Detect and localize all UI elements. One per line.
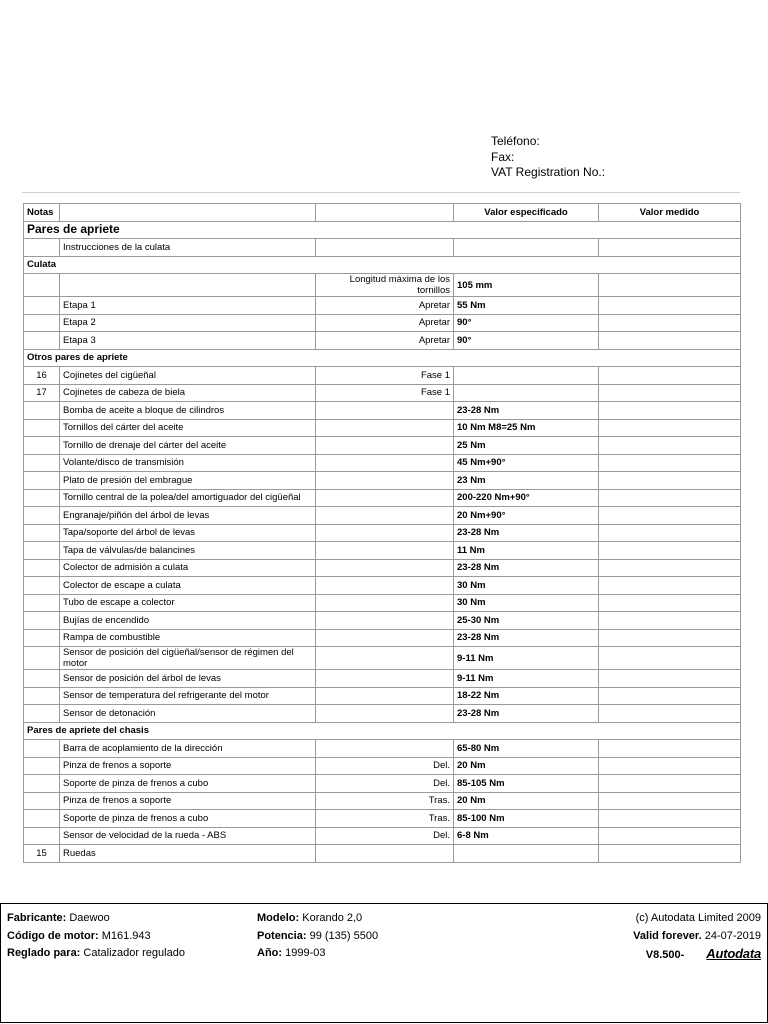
qualifier-cell xyxy=(316,437,454,455)
item-cell: Tapa/soporte del árbol de levas xyxy=(60,524,316,542)
table-row xyxy=(24,687,741,705)
measured-value-cell xyxy=(599,810,741,828)
item-cell: Soporte de pinza de frenos a cubo xyxy=(60,775,316,793)
measured-value-cell xyxy=(599,437,741,455)
item-cell: Tornillo de drenaje del cárter del aceite xyxy=(60,437,316,455)
measured-value-cell xyxy=(599,687,741,705)
contact-block xyxy=(491,134,605,181)
note-cell xyxy=(24,274,60,297)
qualifier-cell xyxy=(316,594,454,612)
measured-value-cell xyxy=(599,402,741,420)
measured-value-cell xyxy=(599,845,741,863)
engine-code-label: Código de motor: xyxy=(7,929,99,942)
note-cell xyxy=(24,472,60,490)
table-row xyxy=(24,594,741,612)
item-cell: Etapa 1 xyxy=(60,297,316,315)
measured-value-cell xyxy=(599,274,741,297)
specified-value-cell: 20 Nm+90° xyxy=(454,507,599,525)
measured-value-cell xyxy=(599,647,741,670)
table-row xyxy=(24,367,741,385)
qualifier-cell xyxy=(316,559,454,577)
specified-value-cell: 65-80 Nm xyxy=(454,740,599,758)
autodata-logo: Autodata xyxy=(706,946,761,961)
note-cell: 17 xyxy=(24,384,60,402)
measured-value-cell xyxy=(599,594,741,612)
section-heading-row xyxy=(24,256,741,274)
qualifier-cell xyxy=(316,507,454,525)
phone-label: Teléfono: xyxy=(491,134,540,148)
note-cell xyxy=(24,629,60,647)
header-valor-medido: Valor medido xyxy=(599,204,741,222)
specified-value-cell: 23-28 Nm xyxy=(454,524,599,542)
measured-value-cell xyxy=(599,775,741,793)
specified-value-cell: 11 Nm xyxy=(454,542,599,560)
tuned-for-label: Reglado para: xyxy=(7,947,81,959)
section-heading: Otros pares de apriete xyxy=(24,349,741,367)
note-cell xyxy=(24,239,60,257)
qualifier-cell xyxy=(316,647,454,670)
header-notas: Notas xyxy=(24,204,60,222)
qualifier-cell: Apretar xyxy=(316,297,454,315)
header-item xyxy=(60,204,316,222)
item-cell: Engranaje/piñón del árbol de levas xyxy=(60,507,316,525)
qualifier-cell xyxy=(316,239,454,257)
specified-value-cell xyxy=(454,845,599,863)
table-row xyxy=(24,559,741,577)
table-row xyxy=(24,402,741,420)
qualifier-cell xyxy=(316,629,454,647)
model-label: Modelo: xyxy=(257,912,300,924)
qualifier-cell xyxy=(316,524,454,542)
table-row xyxy=(24,705,741,723)
specified-value-cell: 10 Nm M8=25 Nm xyxy=(454,419,599,437)
measured-value-cell xyxy=(599,542,741,560)
power-value: 99 (135) 5500 xyxy=(309,929,379,942)
item-cell: Instrucciones de la culata xyxy=(60,239,316,257)
qualifier-cell: Apretar xyxy=(316,332,454,350)
model-value: Korando 2,0 xyxy=(302,912,363,924)
specified-value-cell: 25-30 Nm xyxy=(454,612,599,630)
manufacturer-label: Fabricante: xyxy=(7,912,67,924)
measured-value-cell xyxy=(599,454,741,472)
item-cell: Etapa 2 xyxy=(60,314,316,332)
measured-value-cell xyxy=(599,577,741,595)
qualifier-cell: Del. xyxy=(316,775,454,793)
qualifier-cell xyxy=(316,687,454,705)
measured-value-cell xyxy=(599,314,741,332)
table-row xyxy=(24,740,741,758)
qualifier-cell xyxy=(316,577,454,595)
table-title: Pares de apriete xyxy=(24,221,741,239)
specified-value-cell: 30 Nm xyxy=(454,577,599,595)
table-row xyxy=(24,612,741,630)
version-text: V8.500- xyxy=(645,949,685,961)
specified-value-cell: 25 Nm xyxy=(454,437,599,455)
item-cell: Tubo de escape a colector xyxy=(60,594,316,612)
specified-value-cell: 90° xyxy=(454,314,599,332)
note-cell xyxy=(24,524,60,542)
specified-value-cell: 23-28 Nm xyxy=(454,705,599,723)
note-cell xyxy=(24,810,60,828)
section-heading: Culata xyxy=(24,256,741,274)
item-cell: Sensor de detonación xyxy=(60,705,316,723)
item-cell: Pinza de frenos a soporte xyxy=(60,757,316,775)
qualifier-cell xyxy=(316,489,454,507)
specified-value-cell: 20 Nm xyxy=(454,757,599,775)
qualifier-cell: Fase 1 xyxy=(316,367,454,385)
specified-value-cell xyxy=(454,367,599,385)
specified-value-cell: 23 Nm xyxy=(454,472,599,490)
measured-value-cell xyxy=(599,472,741,490)
specified-value-cell: 105 mm xyxy=(454,274,599,297)
note-cell xyxy=(24,454,60,472)
specified-value-cell: 9-11 Nm xyxy=(454,647,599,670)
measured-value-cell xyxy=(599,507,741,525)
note-cell xyxy=(24,792,60,810)
specified-value-cell: 23-28 Nm xyxy=(454,559,599,577)
note-cell xyxy=(24,489,60,507)
qualifier-cell xyxy=(316,419,454,437)
specified-value-cell: 85-105 Nm xyxy=(454,775,599,793)
specified-value-cell: 30 Nm xyxy=(454,594,599,612)
item-cell xyxy=(60,274,316,297)
item-cell: Bujías de encendido xyxy=(60,612,316,630)
note-cell xyxy=(24,670,60,688)
table-row xyxy=(24,489,741,507)
footer-publisher-info xyxy=(633,910,761,965)
year-label: Año: xyxy=(257,947,283,959)
qualifier-cell xyxy=(316,472,454,490)
section-heading-row xyxy=(24,349,741,367)
item-cell: Tapa de válvulas/de balancines xyxy=(60,542,316,560)
qualifier-cell: Del. xyxy=(316,827,454,845)
note-cell xyxy=(24,314,60,332)
item-cell: Cojinetes del cigüeñal xyxy=(60,367,316,385)
note-cell xyxy=(24,775,60,793)
table-row xyxy=(24,297,741,315)
footer xyxy=(0,903,768,1023)
header-valor-especificado: Valor especificado xyxy=(454,204,599,222)
measured-value-cell xyxy=(599,629,741,647)
note-cell xyxy=(24,594,60,612)
table-row xyxy=(24,454,741,472)
note-cell xyxy=(24,332,60,350)
item-cell: Barra de acoplamiento de la dirección xyxy=(60,740,316,758)
header-qualifier xyxy=(316,204,454,222)
qualifier-cell xyxy=(316,845,454,863)
table-row xyxy=(24,629,741,647)
item-cell: Cojinetes de cabeza de biela xyxy=(60,384,316,402)
item-cell: Ruedas xyxy=(60,845,316,863)
measured-value-cell xyxy=(599,384,741,402)
torque-table xyxy=(23,203,741,863)
measured-value-cell xyxy=(599,419,741,437)
measured-value-cell xyxy=(599,705,741,723)
note-cell xyxy=(24,612,60,630)
table-row xyxy=(24,577,741,595)
specified-value-cell: 45 Nm+90° xyxy=(454,454,599,472)
specified-value-cell xyxy=(454,384,599,402)
table-row xyxy=(24,332,741,350)
table-row xyxy=(24,384,741,402)
item-cell: Soporte de pinza de frenos a cubo xyxy=(60,810,316,828)
note-cell xyxy=(24,507,60,525)
item-cell: Pinza de frenos a soporte xyxy=(60,792,316,810)
note-cell xyxy=(24,297,60,315)
specified-value-cell: 55 Nm xyxy=(454,297,599,315)
note-cell xyxy=(24,757,60,775)
item-cell: Sensor de posición del árbol de levas xyxy=(60,670,316,688)
measured-value-cell xyxy=(599,524,741,542)
item-cell: Colector de escape a culata xyxy=(60,577,316,595)
measured-value-cell xyxy=(599,740,741,758)
item-cell: Sensor de temperatura del refrigerante del motor xyxy=(60,687,316,705)
note-cell xyxy=(24,419,60,437)
table-row xyxy=(24,542,741,560)
measured-value-cell xyxy=(599,332,741,350)
measured-value-cell xyxy=(599,670,741,688)
valid-date: 24-07-2019 xyxy=(704,929,761,942)
note-cell xyxy=(24,705,60,723)
table-row xyxy=(24,757,741,775)
engine-code-value: M161.943 xyxy=(101,929,151,942)
table-row xyxy=(24,472,741,490)
valid-label: Valid forever. xyxy=(633,929,702,942)
item-cell: Sensor de velocidad de la rueda - ABS xyxy=(60,827,316,845)
table-row xyxy=(24,437,741,455)
power-label: Potencia: xyxy=(257,929,307,942)
note-cell: 16 xyxy=(24,367,60,385)
note-cell xyxy=(24,740,60,758)
item-cell: Bomba de aceite a bloque de cilindros xyxy=(60,402,316,420)
year-value: 1999-03 xyxy=(285,947,326,959)
qualifier-cell xyxy=(316,670,454,688)
measured-value-cell xyxy=(599,757,741,775)
note-cell xyxy=(24,542,60,560)
item-cell: Plato de presión del embrague xyxy=(60,472,316,490)
qualifier-cell: Longitud máxima de los tornillos xyxy=(316,274,454,297)
note-cell xyxy=(24,559,60,577)
measured-value-cell xyxy=(599,239,741,257)
footer-model-info xyxy=(257,910,378,963)
specified-value-cell: 85-100 Nm xyxy=(454,810,599,828)
footer-vehicle-info xyxy=(7,910,185,963)
header-divider xyxy=(22,192,740,193)
fax-label: Fax: xyxy=(491,149,515,164)
item-cell: Etapa 3 xyxy=(60,332,316,350)
qualifier-cell xyxy=(316,740,454,758)
section-heading: Pares de apriete del chasis xyxy=(24,722,741,740)
measured-value-cell xyxy=(599,297,741,315)
table-row xyxy=(24,647,741,670)
tuned-for-value: Catalizador regulado xyxy=(83,947,185,959)
specified-value-cell: 20 Nm xyxy=(454,792,599,810)
section-heading-row xyxy=(24,722,741,740)
table-row xyxy=(24,274,741,297)
table-row xyxy=(24,239,741,257)
measured-value-cell xyxy=(599,827,741,845)
table-row xyxy=(24,314,741,332)
note-cell xyxy=(24,402,60,420)
qualifier-cell: Del. xyxy=(316,757,454,775)
specified-value-cell: 6-8 Nm xyxy=(454,827,599,845)
specified-value-cell: 200-220 Nm+90° xyxy=(454,489,599,507)
table-row xyxy=(24,845,741,863)
specified-value-cell: 23-28 Nm xyxy=(454,629,599,647)
item-cell: Colector de admisión a culata xyxy=(60,559,316,577)
specified-value-cell: 9-11 Nm xyxy=(454,670,599,688)
qualifier-cell xyxy=(316,612,454,630)
item-cell: Volante/disco de transmisión xyxy=(60,454,316,472)
item-cell: Tornillo central de la polea/del amortiguador del cigüeñal xyxy=(60,489,316,507)
item-cell: Rampa de combustible xyxy=(60,629,316,647)
measured-value-cell xyxy=(599,559,741,577)
qualifier-cell: Tras. xyxy=(316,810,454,828)
specified-value-cell: 18-22 Nm xyxy=(454,687,599,705)
qualifier-cell xyxy=(316,454,454,472)
note-cell xyxy=(24,577,60,595)
table-title-row xyxy=(24,221,741,239)
vat-label: VAT Registration No.: xyxy=(491,165,606,179)
measured-value-cell xyxy=(599,792,741,810)
table-row xyxy=(24,775,741,793)
table-row xyxy=(24,670,741,688)
measured-value-cell xyxy=(599,612,741,630)
specified-value-cell xyxy=(454,239,599,257)
qualifier-cell: Tras. xyxy=(316,792,454,810)
table-row xyxy=(24,792,741,810)
manufacturer-value: Daewoo xyxy=(69,912,110,924)
table-row xyxy=(24,524,741,542)
qualifier-cell xyxy=(316,542,454,560)
measured-value-cell xyxy=(599,367,741,385)
qualifier-cell: Fase 1 xyxy=(316,384,454,402)
copyright-text: (c) Autodata Limited 2009 xyxy=(635,912,761,924)
table-row xyxy=(24,810,741,828)
table-header-row xyxy=(24,204,741,222)
specified-value-cell: 23-28 Nm xyxy=(454,402,599,420)
table-row xyxy=(24,419,741,437)
table-row xyxy=(24,827,741,845)
note-cell: 15 xyxy=(24,845,60,863)
torque-table-body xyxy=(24,204,741,863)
note-cell xyxy=(24,437,60,455)
item-cell: Tornillos del cárter del aceite xyxy=(60,419,316,437)
table-row xyxy=(24,507,741,525)
item-cell: Sensor de posición del cigüeñal/sensor de régimen del motor xyxy=(60,647,316,670)
note-cell xyxy=(24,687,60,705)
qualifier-cell: Apretar xyxy=(316,314,454,332)
specified-value-cell: 90° xyxy=(454,332,599,350)
measured-value-cell xyxy=(599,489,741,507)
qualifier-cell xyxy=(316,705,454,723)
qualifier-cell xyxy=(316,402,454,420)
note-cell xyxy=(24,827,60,845)
note-cell xyxy=(24,647,60,670)
